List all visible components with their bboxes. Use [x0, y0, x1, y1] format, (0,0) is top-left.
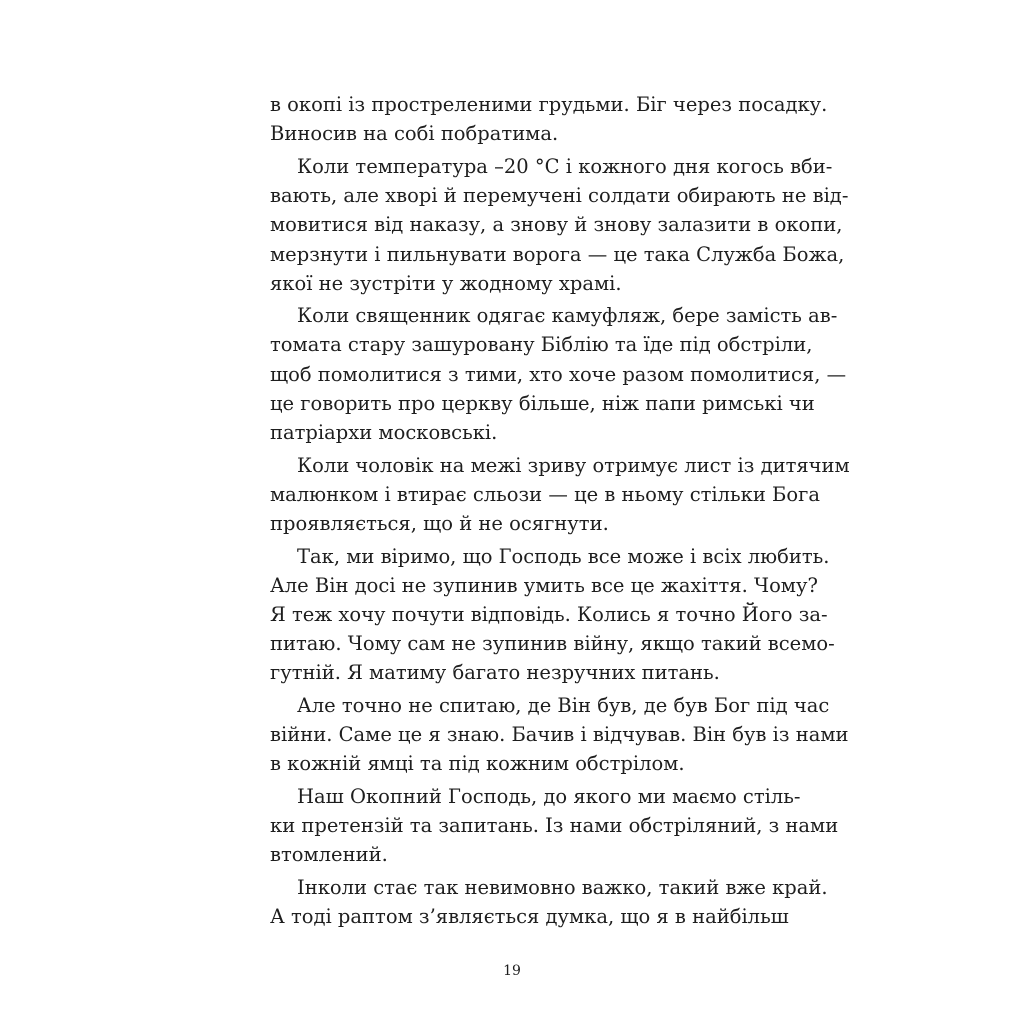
- text-line: А тоді раптом з’являється думка, що я в найбільш: [270, 905, 789, 928]
- text-line: Інколи стає так невимовно важко, такий вже край.: [297, 876, 828, 899]
- text-line: ки претензій та запитань. Із нами обстріляний, з нами: [270, 814, 839, 837]
- text-line: якої не зустріти у жодному храмі.: [270, 272, 622, 295]
- text-line: війни. Саме це я знаю. Бачив і відчував. Він був із нами: [270, 723, 849, 746]
- text-line: Виносив на собі побратима.: [270, 122, 559, 145]
- text-line: втомлений.: [270, 843, 388, 866]
- text-line: це говорить про церкву більше, ніж папи римські чи: [270, 392, 815, 415]
- text-line: питаю. Чому сам не зупинив війну, якщо такий всемо-: [270, 632, 835, 655]
- page-number: 19: [503, 963, 521, 979]
- text-line: Але Він досі не зупинив умить все це жахіття. Чому?: [270, 574, 818, 597]
- text-line: мовитися від наказу, а знову й знову залазити в окопи,: [270, 213, 843, 236]
- text-line: проявляється, що й не осягнути.: [270, 512, 609, 535]
- text-line: Коли температура –20 °С і кожного дня когось вби-: [297, 155, 833, 178]
- text-line: Коли священник одягає камуфляж, бере замість ав-: [297, 304, 838, 327]
- text-line: гутній. Я матиму багато незручних питань.: [270, 661, 720, 684]
- text-line: в кожній ямці та під кожним обстрілом.: [270, 752, 685, 775]
- text-line: мерзнути і пильнувати ворога — це така Служба Божа,: [270, 243, 845, 266]
- text-line: в окопі із простреленими грудьми. Біг через посадку.: [270, 93, 828, 116]
- text-line: патріархи московські.: [270, 421, 498, 444]
- text-line: малюнком і втирає сльози — це в ньому стільки Бога: [270, 483, 820, 506]
- text-line: Я теж хочу почути відповідь. Колись я точно Його за-: [270, 603, 828, 626]
- text-line: вають, але хворі й перемучені солдати обирають не від-: [270, 184, 849, 207]
- text-line: Так, ми віримо, що Господь все може і всіх любить.: [297, 545, 830, 568]
- text-line: Але точно не спитаю, де Він був, де був Бог під час: [297, 694, 830, 717]
- text-line: Наш Окопний Господь, до якого ми маємо стіль-: [297, 785, 801, 808]
- text-line: томата стару зашуровану Біблію та їде під обстріли,: [270, 333, 813, 356]
- text-line: щоб помолитися з тими, хто хоче разом помолитися, —: [270, 363, 847, 386]
- text-line: Коли чоловік на межі зриву отримує лист із дитячим: [297, 454, 850, 477]
